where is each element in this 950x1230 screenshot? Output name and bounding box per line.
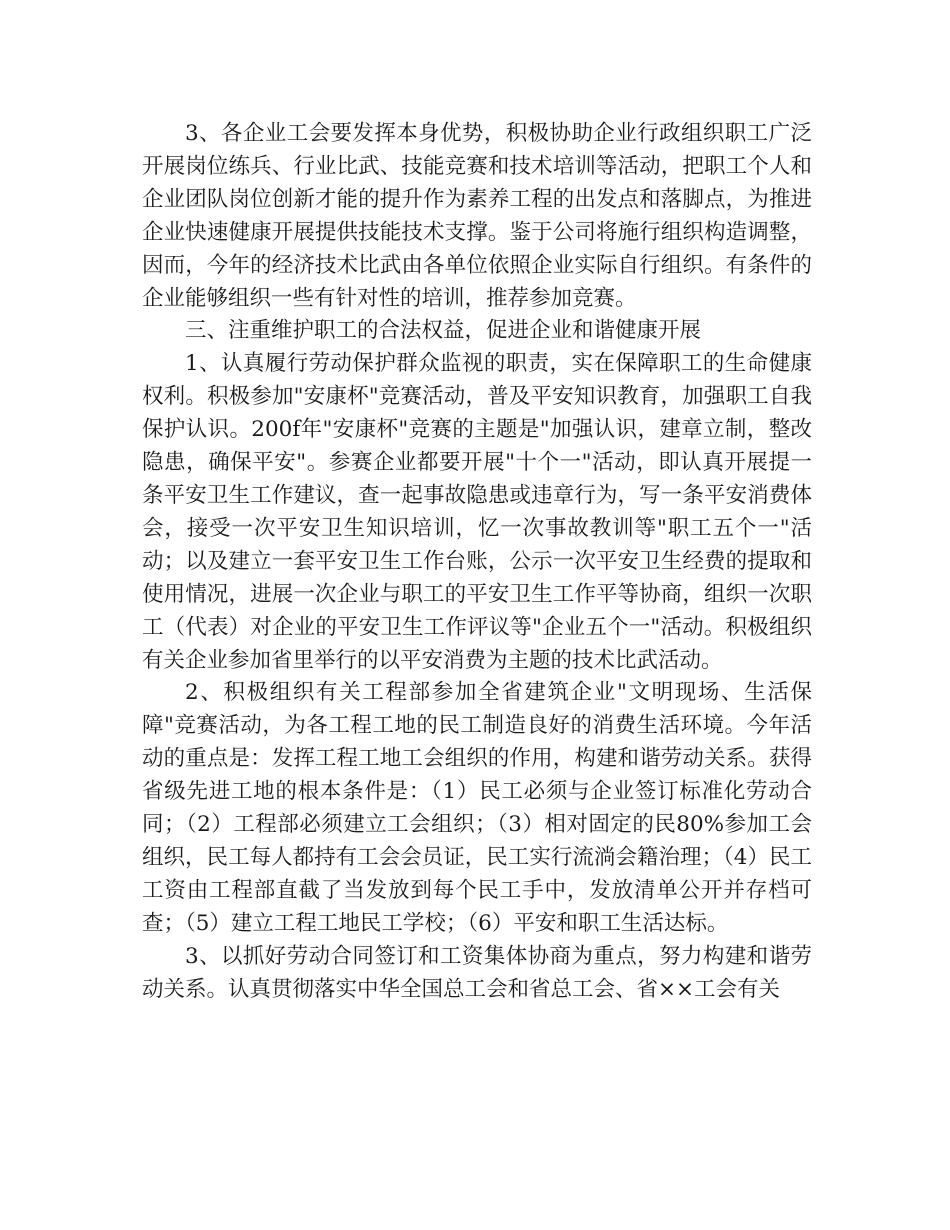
paragraph-skills-competition: 3、各企业工会要发挥本身优势，积极协助企业行政组织职工广泛开展岗位练兵、行业比武、技能竞赛和技术培训等活动，把职工个人和企业团队岗位创新才能的提升作为素养工程的出发点和落脚点，为推进企业快速健康开展提供技能技术支撑。鉴于公司将施行组织构造调整，因而，今年的经济技术比武由各单位依照企业实际自行组织。有条件的企业能够组织一些有针对性的培训，推荐参加竞赛。 — [142, 121, 812, 311]
document-body — [142, 118, 812, 1006]
section-heading-worker-rights: 三、注重维护职工的合法权益，促进企业和谐健康开展 — [185, 318, 702, 344]
paragraph-construction-site: 2、积极组织有关工程部参加全省建筑企业"文明现场、生活保障"竞赛活动，为各工程工地的民工制造良好的消费生活环境。今年活动的重点是：发挥工程工地工会组织的作用，构建和谐劳动关系。获得省级先进工地的根本条件是：（1）民工必须与企业签订标准化劳动合同；（2）工程部必须建立工会组织；（3）相对固定的民80%参加工会组织，民工每人都持有工会会员证，民工实行流淌会籍治理；（4）民工工资由工程部直截了当发放到每个民工手中，发放清单公开并存档可查；（5）建立工程工地民工学校；（6）平安和职工生活达标。 — [142, 680, 812, 936]
paragraph-labor-contract: 3、以抓好劳动合同签订和工资集体协商为重点，努力构建和谐劳动关系。认真贯彻落实中华全国总工会和省总工会、省××工会有关 — [142, 943, 812, 1002]
paragraph-labor-protection: 1、认真履行劳动保护群众监视的职责，实在保障职工的生命健康权利。积极参加"安康杯"竞赛活动，普及平安知识教育，加强职工自我保护认识。200f年"安康杯"竞赛的主题是"加强认识，建章立制，整改隐患，确保平安"。参赛企业都要开展"十个一"活动，即认真开展提一条平安卫生工作建议，查一起事故隐患或违章行为，写一条平安消费体会，接受一次平安卫生知识培训，忆一次事故教训等"职工五个一"活动；以及建立一套平安卫生工作台账，公示一次平安卫生经费的提取和使用情况，进展一次企业与职工的平安卫生工作平等协商，组织一次职工（代表）对企业的平安卫生工作评议等"企业五个一"活动。积极组织有关企业参加省里举行的以平安消费为主题的技术比武活动。 — [142, 351, 812, 673]
